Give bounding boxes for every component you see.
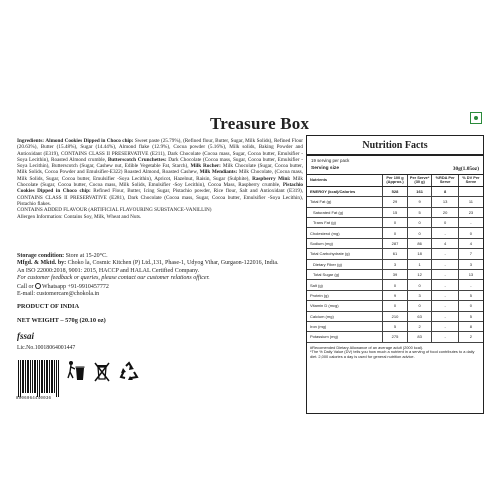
table-row (307, 238, 483, 248)
table-row (307, 186, 483, 196)
table-row (307, 321, 483, 331)
table-cell-vs: 86 (407, 238, 432, 248)
rda-footnote: #Recomended Dietary Allowance of an average adult (2000 kcal). (310, 344, 424, 350)
ingredient-group-text: Milk Chocolate (Sugar, Cocoa butter, Milk Solids, Cocoa Powder and Emulsifier-E322) Roasted Almond, Roasted Cashew, (17, 163, 303, 176)
ingredient-group-label: Raspberry Mini: (252, 175, 291, 182)
net-weight: NET WEIGHT – 570g (20.10 oz) (17, 317, 106, 324)
ingredient-group-text: Refined Flour, Butter, Icing Sugar, Pistachio powder, Rice flour, Salt and Antioxidant (E319), CONTAINS CLASS II PRESERVATIVE (E281), Dark Chocolate (Cocoa mass, Sugar, Cocoa butter, Emulsifier -Soya Lecithin), Pistachio flakes. (17, 188, 303, 207)
table-cell-name: Trans Fat (g) (307, 217, 383, 227)
table-cell-v100: 0 (383, 280, 408, 290)
storage-label: Storage condition: (17, 253, 65, 259)
table-cell-dv: 13 (458, 269, 483, 279)
serving-size-label: Serving size (311, 166, 339, 171)
table-cell-name: Total Sugar (g) (307, 269, 383, 279)
ingredient-group-text: Milk Chocolate, (Cocoa mass, Milk Solids, Sugar, Cocoa butter, Emulsifier -Soya Lecithin), Apricot, Hazelnut, Raisin, Sugar (Sulphite), (17, 169, 303, 182)
fssai-logo-text: fssai (17, 331, 35, 341)
table-row (307, 290, 483, 300)
ingredients-heading: Ingredients: (17, 138, 44, 144)
table-cell-rda: 8 (432, 186, 458, 196)
table-cell-rda: - (432, 290, 458, 300)
table-cell-vs: 3 (407, 290, 432, 300)
dv-footnote: *The % Daily Value (DV) tells you how much a nutrient in a serving of food contributes to a daily diet. 2,000 calories a day is used for general nutrition advice. (310, 349, 475, 359)
table-cell-rda: 0 (432, 217, 458, 227)
table-cell-vs: 161 (407, 186, 432, 196)
table-cell-rda: - (432, 321, 458, 331)
allergen-statement: Allergen Information: Contains Soy, Milk, Wheat and Nuts. (17, 213, 142, 220)
table-cell-dv: 2 (458, 332, 483, 342)
whatsapp-number[interactable]: Whatsapp +91-9910457772 (42, 283, 109, 290)
table-cell-rda: - (432, 332, 458, 342)
table-cell-name: Dietary Fiber (g) (307, 259, 383, 269)
table-cell-vs: 12 (407, 269, 432, 279)
ingredient-group-label: Milk Mendiants: (199, 169, 238, 176)
table-row (307, 301, 483, 311)
manufacturer-line (17, 260, 307, 267)
table-cell-v100: 5 (383, 321, 408, 331)
table-cell-name: Sodium (mg) (307, 238, 383, 248)
table-cell-dv: 7 (458, 249, 483, 259)
table-cell-rda: 13 (432, 197, 458, 207)
table-cell-dv: - (458, 217, 483, 227)
manufacturer-value: Choko la, Cosmic Kitchen (P) Ltd.,131, Phase-1, Udyog Vihar, Gurgaon-122016, India. (66, 260, 279, 267)
table-cell-v100: 528 (383, 186, 408, 196)
table-cell-v100: 9 (383, 290, 408, 300)
table-row (307, 269, 483, 279)
table-cell-dv: 11 (458, 197, 483, 207)
table-cell-vs: 9 (407, 197, 432, 207)
fssai-logo (17, 331, 34, 341)
table-cell-name: Calcium (mg) (307, 311, 383, 321)
table-cell-rda: - (432, 280, 458, 290)
ingredient-group-label: Milk Rocher: (190, 163, 221, 170)
table-cell-name: Total Carbohydrate (g) (307, 249, 383, 259)
table-cell-dv (458, 186, 483, 196)
nutrition-facts-panel (306, 135, 484, 414)
table-cell-vs: 18 (407, 249, 432, 259)
recycle-icon (118, 361, 140, 383)
table-row (307, 311, 483, 321)
servings-per-pack: 19 serving per pack (311, 158, 350, 163)
table-cell-v100: 0 (383, 217, 408, 227)
table-cell-name: ENERGY (kcal)/Calories (307, 186, 383, 196)
disposal-icons (66, 360, 140, 384)
table-cell-v100: 15 (383, 207, 408, 217)
email-line[interactable]: E-mail: customercare@chokola.in (17, 291, 100, 298)
table-cell-name: Total Fat (g) (307, 197, 383, 207)
table-cell-vs: 5 (407, 207, 432, 217)
table-row (307, 228, 483, 238)
table-row (307, 280, 483, 290)
table-cell-rda: - (432, 311, 458, 321)
table-row (307, 217, 483, 227)
table-cell-vs: 0 (407, 217, 432, 227)
table-cell-v100: 39 (383, 269, 408, 279)
column-header: %RDA Per Serve (432, 175, 458, 186)
table-row (307, 197, 483, 207)
table-cell-dv: 5 (458, 290, 483, 300)
tidy-man-bin-icon (66, 360, 86, 384)
serving-size-row (307, 165, 483, 175)
storage-and-contact (17, 253, 307, 298)
storage-value: Store at 15-20°C. (64, 253, 108, 259)
table-cell-vs: 2 (407, 321, 432, 331)
barcode-number: 8906064440036 (16, 397, 52, 401)
table-cell-dv: - (458, 280, 483, 290)
table-cell-name: Potassium (mg) (307, 332, 383, 342)
column-header: Per 100 g (Approx.) (383, 175, 408, 186)
table-cell-rda: - (432, 259, 458, 269)
certification-line: An ISO 22000:2018, 9001: 2015, HACCP and HALAL Certified Company. (17, 267, 200, 274)
ingredient-group-text: Sweet paste (25.79%), (Refined flour, Butter, Sugar, Milk Solids), Refined Flour (20.63%), Butter (15.48%), Sugar (14.44%), Almond flake (12.9%), Cocoa powder (5.16%), Milk solids, Baking Powder and Antioxidant (E319), CONTAINS CLASS II PRESERVATIVE (E211), Dark Chocolate (Cocoa mass, Sugar, Cocoa butter, Emulsifier -Soya Lecithin), Roasted Almond crumble, (17, 138, 303, 163)
whatsapp-icon (35, 283, 41, 289)
table-cell-rda: 4 (432, 238, 458, 248)
table-cell-v100: 0 (383, 228, 408, 238)
table-cell-rda: - (432, 249, 458, 259)
table-row (307, 332, 483, 342)
veg-mark-icon (470, 112, 482, 124)
table-cell-dv: 4 (458, 238, 483, 248)
manufacturer-label: Mfgd. & Mktd. by: (17, 260, 67, 267)
nutrition-table (307, 175, 483, 343)
call-label: Call or (17, 283, 35, 290)
call-line (17, 283, 307, 291)
product-origin: PRODUCT OF INDIA (17, 303, 80, 310)
table-row (307, 207, 483, 217)
ingredients-block (17, 138, 303, 220)
table-cell-v100: 0 (383, 301, 408, 311)
table-cell-vs: 83 (407, 332, 432, 342)
ingredients-text (17, 138, 303, 207)
column-header: Nutrients (307, 175, 383, 186)
ingredient-group-label: Almond Cookies Dipped in Choco chip: (45, 138, 134, 144)
table-cell-rda: 20 (432, 207, 458, 217)
license-number: Lic.No.10018064001447 (17, 345, 76, 351)
table-cell-dv: 3 (458, 259, 483, 269)
table-cell-v100: 61 (383, 249, 408, 259)
table-cell-rda: - (432, 228, 458, 238)
table-cell-name: Salt (g) (307, 280, 383, 290)
table-cell-v100: 210 (383, 311, 408, 321)
table-cell-name: Protein (g) (307, 290, 383, 300)
flavour-statement: CONTAINS ADDED FLAVOUR (ARTIFICIAL FLAVOURING SUBSTANCE-VANILLIN) (17, 207, 212, 214)
table-cell-vs: 0 (407, 301, 432, 311)
table-cell-rda: - (432, 269, 458, 279)
table-cell-dv: 0 (458, 301, 483, 311)
table-cell-vs: 63 (407, 311, 432, 321)
nutrition-title: Nutrition Facts (307, 136, 483, 156)
serving-size-value: 30g(1.05oz) (452, 166, 479, 172)
ingredient-group-text: Milk Chocolate (Sugar, Cocoa butter, Cocoa mass, Milk Solids, Emulsifier -Soy Lecithin), Cocoa Mass, Raspberry crumble, (17, 175, 303, 189)
table-row (307, 249, 483, 259)
column-header: Per Serve* (30 g) (407, 175, 432, 186)
barcode-icon (17, 360, 61, 397)
feedback-line: For customer feedback or queries, please contact our customer relations officer. (17, 275, 210, 282)
table-cell-dv: 8 (458, 321, 483, 331)
table-cell-rda: - (432, 301, 458, 311)
table-cell-v100: 29 (383, 197, 408, 207)
table-cell-v100: 275 (383, 332, 408, 342)
table-cell-v100: 3 (383, 259, 408, 269)
nutrition-table-header (307, 175, 483, 186)
product-title: Treasure Box (210, 114, 310, 133)
column-header: % DV Per Serve (458, 175, 483, 186)
table-cell-v100: 287 (383, 238, 408, 248)
table-cell-vs: 1 (407, 259, 432, 269)
table-cell-vs: 0 (407, 228, 432, 238)
ingredient-group-label: Butterscotch Crunchettes: (107, 156, 167, 163)
ingredient-group-text: Dark Chocolate (Cocoa mass, Sugar, Cocoa butter, Emulsifier -Soya Lecithin), Butterscotch (Sugar, Cashew nut, Edible Vegetable Fat, Starch), (17, 156, 303, 170)
table-cell-vs: 0 (407, 280, 432, 290)
ingredient-group-label: Pistachio Cookies Dipped in Choco chip: (17, 182, 303, 195)
table-row (307, 259, 483, 269)
table-cell-name: Vitamin D (mcg) (307, 301, 383, 311)
table-cell-dv: 5 (458, 311, 483, 321)
table-cell-name: Iron (mg) (307, 321, 383, 331)
table-cell-dv: 23 (458, 207, 483, 217)
table-cell-name: Cholesterol (mg) (307, 228, 383, 238)
nutrition-footnotes (307, 343, 483, 363)
table-cell-name: Saturated Fat (g) (307, 207, 383, 217)
crossed-bin-icon (92, 360, 112, 384)
table-cell-dv: 0 (458, 228, 483, 238)
